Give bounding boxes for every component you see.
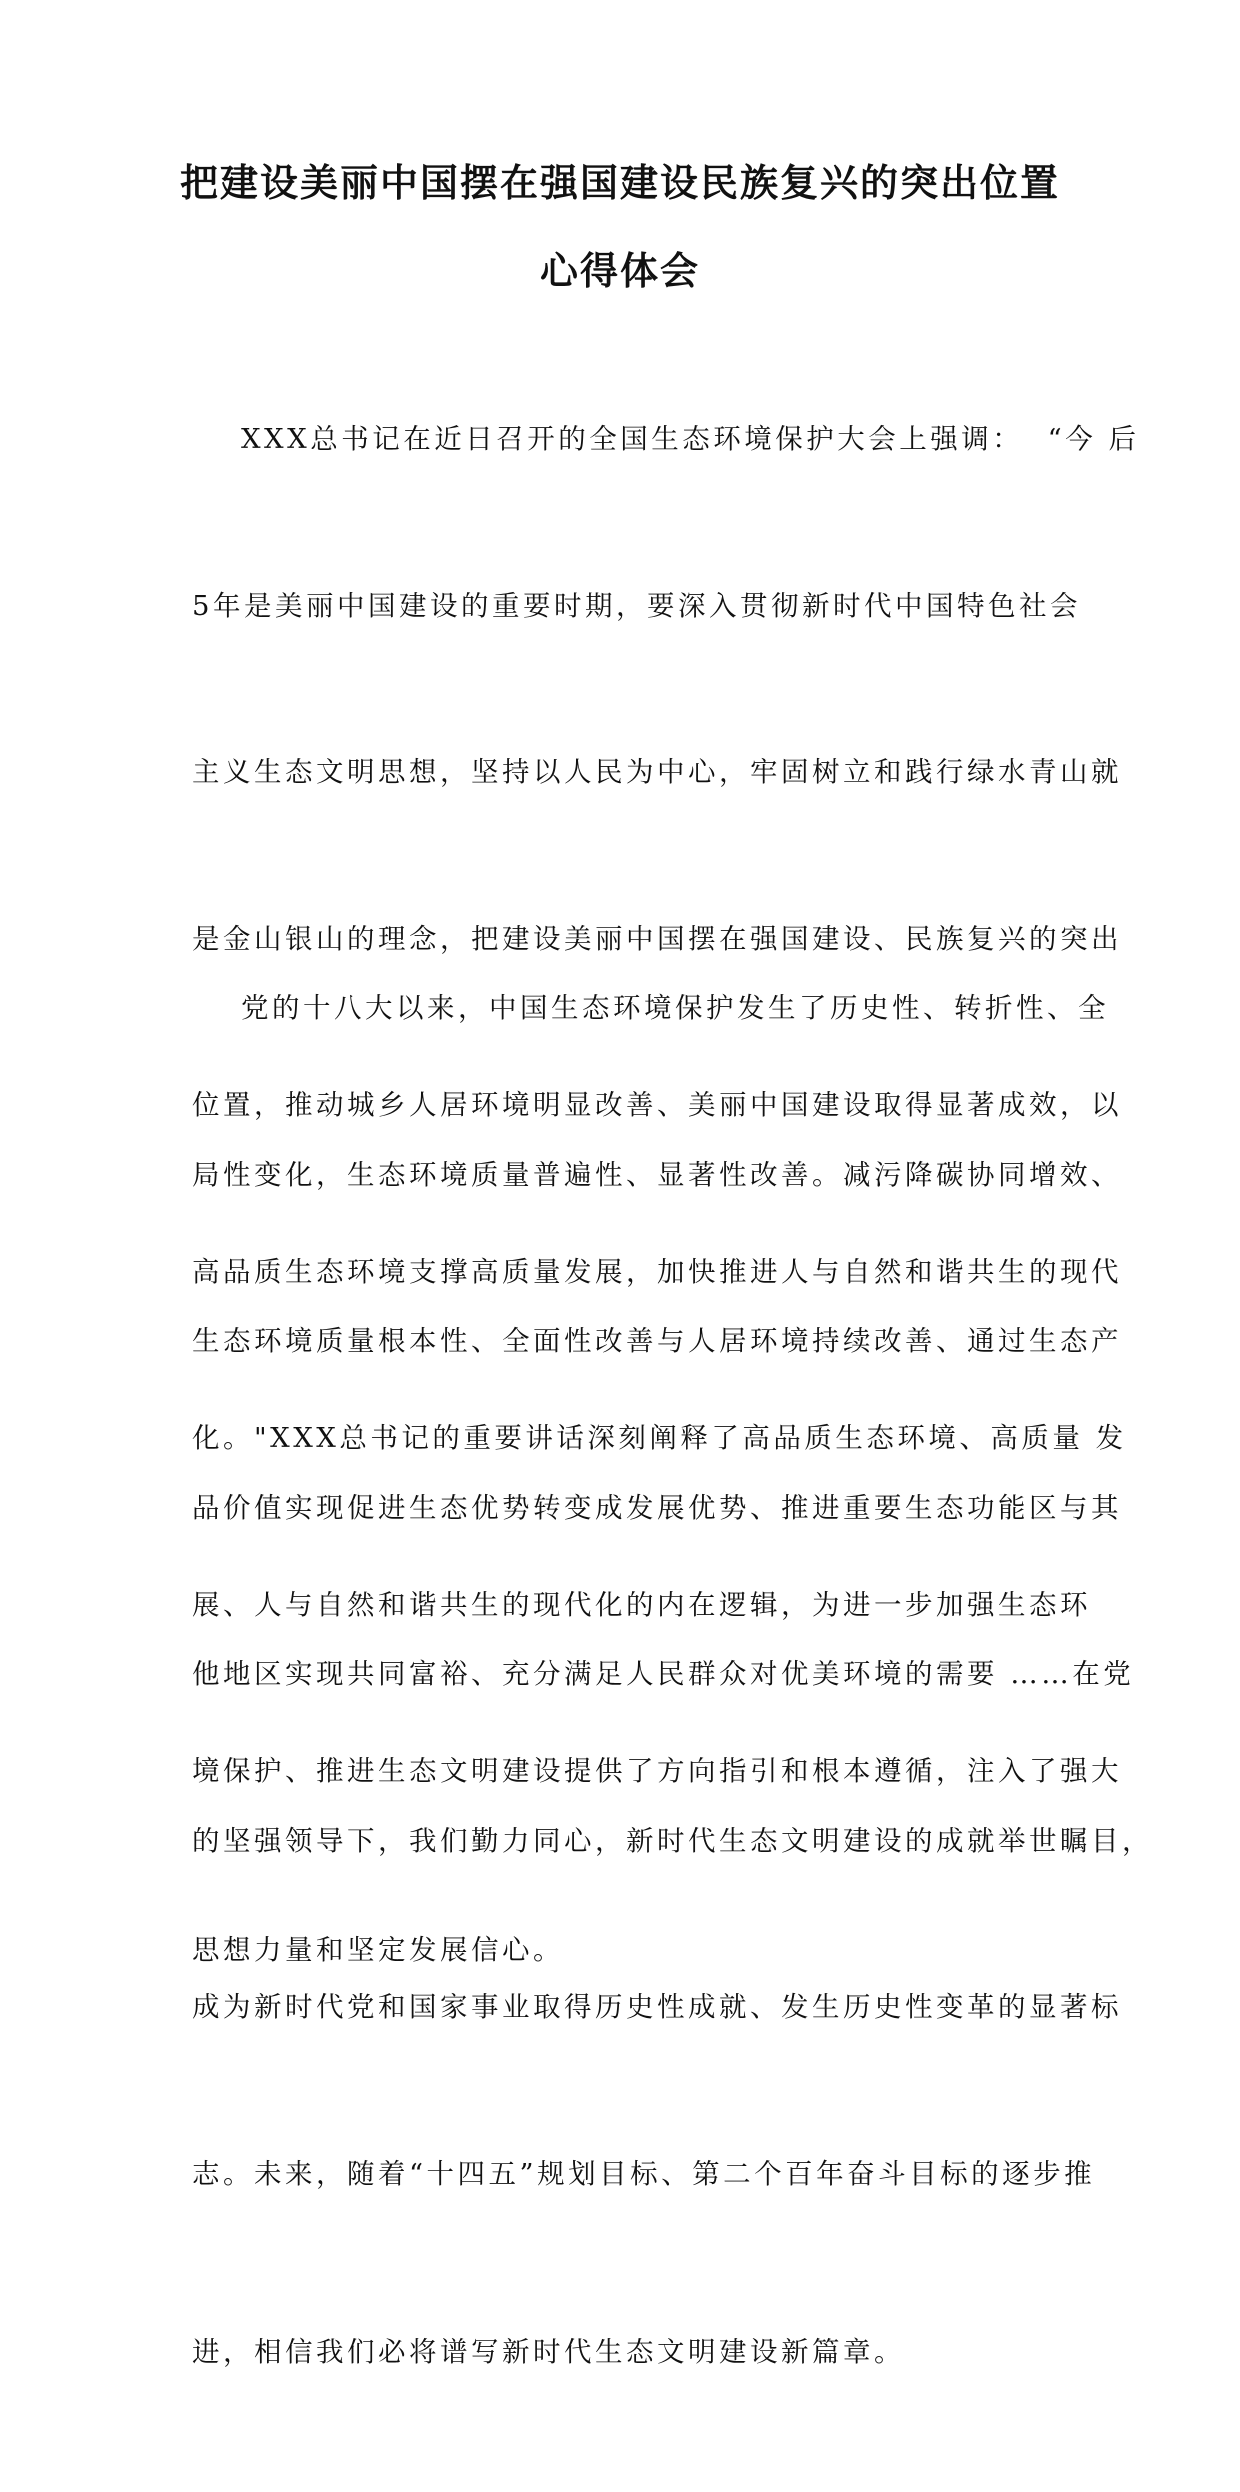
text-line: 党的十八大以来，中国生态环境保护发生了历史性、转折性、全 [192,992,1109,1024]
text-line: 展、人与自然和谐共生的现代化的内在逻辑，为进一步加强生态环 [192,1588,1091,1621]
text-line: 成为新时代党和国家事业取得历史性成就、发生历史性变革的显著标 [192,1991,1122,2023]
paragraph-2 [192,870,1153,2492]
text-line: 生态环境质量根本性、全面性改善与人居环境持续改善、通过生态产 [192,1325,1122,1357]
text-line: 局性变化，生态环境质量普遍性、显著性改善。减污降碳协同增效、 [192,1158,1122,1191]
document-subtitle: 心得体会 [539,249,700,293]
text-line: 位置，推动城乡人居环境明显改善、美丽中国建设取得显著成效，以 [192,1089,1122,1121]
text-line: 思想力量和坚定发展信心。 [192,1933,564,1966]
text-line: 5年是美丽中国建设的重要时期，要深入贯彻新时代中国特色社会 [192,589,1081,622]
text-line: 高品质生态环境支撑高质量发展，加快推进人与自然和谐共生的现代 [192,1255,1122,1288]
document-title: 把建设美丽中国摆在强国建设民族复兴的突出位置 [179,161,1060,205]
text-line: 是金山银山的理念，把建设美丽中国摆在强国建设、民族复兴的突出 [192,922,1122,955]
text-line: 境保护、推进生态文明建设提供了方向指引和根本遵循，注入了强大 [192,1755,1122,1787]
text-line: 他地区实现共同富裕、充分满足人民群众对优美环境的需要 ……在党 [192,1658,1135,1690]
text-line: 品价值实现促进生态优势转变成发展优势、推进重要生态功能区与其 [192,1491,1122,1524]
text-line: 的坚强领导下，我们勤力同心，新时代生态文明建设的成就举世瞩目， [192,1824,1153,1857]
text-line: 进，相信我们必将谱写新时代生态文明建设新篇章。 [192,2336,905,2368]
text-line: XXX总书记在近日召开的全国生态环境保护大会上强调： “今 后 [192,423,1140,455]
text-line: 主义生态文明思想，坚持以人民为中心，牢固树立和践行绿水青山就 [192,756,1122,788]
text-line: 志。未来，随着“十四五”规划目标、第二个百年奋斗目标的逐步推 [192,2157,1096,2190]
text-line: 化。"XXX总书记的重要讲话深刻阐释了高品质生态环境、高质量 发 [192,1422,1127,1454]
